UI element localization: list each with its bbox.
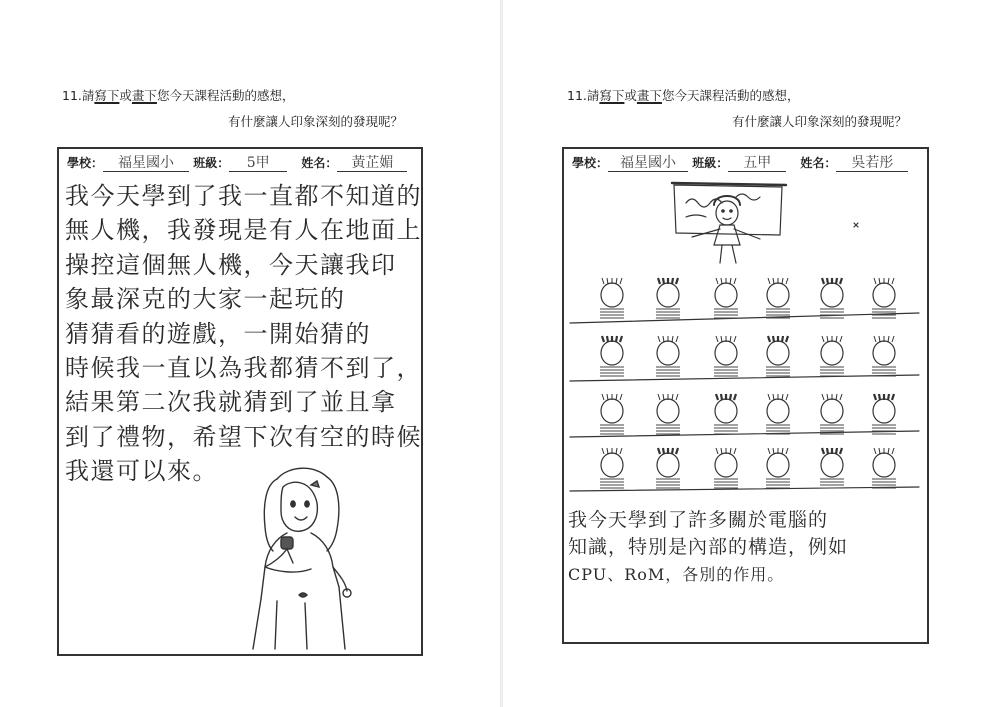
question-or: 或: [119, 88, 132, 103]
student-figure: [714, 278, 738, 318]
question-suffix: 您今天課程活動的感想，: [661, 88, 800, 103]
handwriting-line: 我還可以來。: [65, 457, 218, 486]
handwriting-line: 操控這個無人機，今天讓我印: [65, 250, 397, 279]
student-figure: [820, 394, 844, 434]
handwritten-reflection: [65, 179, 422, 489]
student-figure: [766, 278, 790, 318]
school-value: 福星國小: [608, 155, 688, 172]
school-label: 學校：: [572, 156, 609, 170]
question-prefix: 11.請: [567, 88, 600, 103]
class-value: 5甲: [229, 155, 287, 172]
student-figure: [600, 448, 624, 488]
question-or: 或: [624, 88, 637, 103]
student-figure: [714, 336, 738, 376]
answer-box: [57, 147, 423, 656]
question-draw: 畫下: [636, 88, 662, 103]
handwriting-line: 我今天學到了我一直都不知道的: [65, 182, 422, 210]
students-group: [564, 175, 919, 495]
student-figure: [820, 336, 844, 376]
name-value: 吳若彤: [836, 155, 908, 172]
student-figure: [766, 394, 790, 434]
question-suffix: 您今天課程活動的感想，: [156, 88, 295, 103]
question-line-1: [567, 86, 799, 104]
student-figure: [766, 336, 790, 376]
handwriting-line: CPU、RoM，各別的作用。: [568, 565, 785, 584]
handwritten-reflection: [568, 507, 848, 588]
question-line-2: 有什麼讓人印象深刻的發現呢？: [228, 114, 404, 129]
name-label: 姓名：: [800, 156, 837, 170]
student-figure: [600, 394, 624, 434]
student-figure: [872, 448, 896, 488]
student-figure: [714, 448, 738, 488]
student-figure: [766, 448, 790, 488]
student-figure: [656, 336, 680, 376]
question-write: 寫下: [94, 88, 120, 103]
handwriting-line: 到了禮物，希望下次有空的時候: [65, 422, 422, 451]
student-info-row: [67, 154, 407, 172]
student-figure: [600, 336, 624, 376]
answer-box: [562, 147, 929, 644]
question-draw: 畫下: [131, 88, 157, 103]
school-label: 學校：: [67, 156, 104, 170]
student-figure: [600, 278, 624, 318]
handwriting-line: 結果第二次我就猜到了並且拿: [65, 388, 397, 417]
class-value: 五甲: [728, 155, 786, 172]
name-label: 姓名：: [301, 156, 338, 170]
student-figure: [656, 448, 680, 488]
question-line-2: 有什麼讓人印象深刻的發現呢？: [732, 114, 908, 129]
school-value: 福星國小: [103, 155, 189, 172]
handwriting-line: 猜猜看的遊戲，一開始猜的: [65, 319, 371, 348]
handwriting-line: 時候我一直以為我都猜不到了，: [65, 354, 422, 383]
class-label: 班級：: [193, 156, 230, 170]
question-prefix: 11.請: [62, 88, 95, 103]
student-figure: [820, 278, 844, 318]
student-figure: [656, 278, 680, 318]
handwriting-line: 知識，特別是內部的構造，例如: [568, 536, 849, 558]
student-figure: [872, 394, 896, 434]
handwriting-line: 象最深克的大家一起玩的: [65, 285, 346, 314]
student-figure: [656, 394, 680, 434]
handwriting-line: 我今天學到了許多關於電腦的: [568, 509, 829, 531]
question-line-1: [62, 86, 294, 104]
girl-microphone-drawing: [235, 467, 375, 657]
student-figure: [872, 278, 896, 318]
student-info-row: [572, 154, 908, 172]
student-figure: [820, 448, 844, 488]
student-figure: [872, 336, 896, 376]
right-page: [503, 0, 1000, 707]
question-write: 寫下: [599, 88, 625, 103]
class-label: 班級：: [692, 156, 729, 170]
name-value: 黃芷媚: [337, 155, 407, 172]
student-figure: [714, 394, 738, 434]
handwriting-line: 無人機，我發現是有人在地面上: [65, 216, 422, 245]
